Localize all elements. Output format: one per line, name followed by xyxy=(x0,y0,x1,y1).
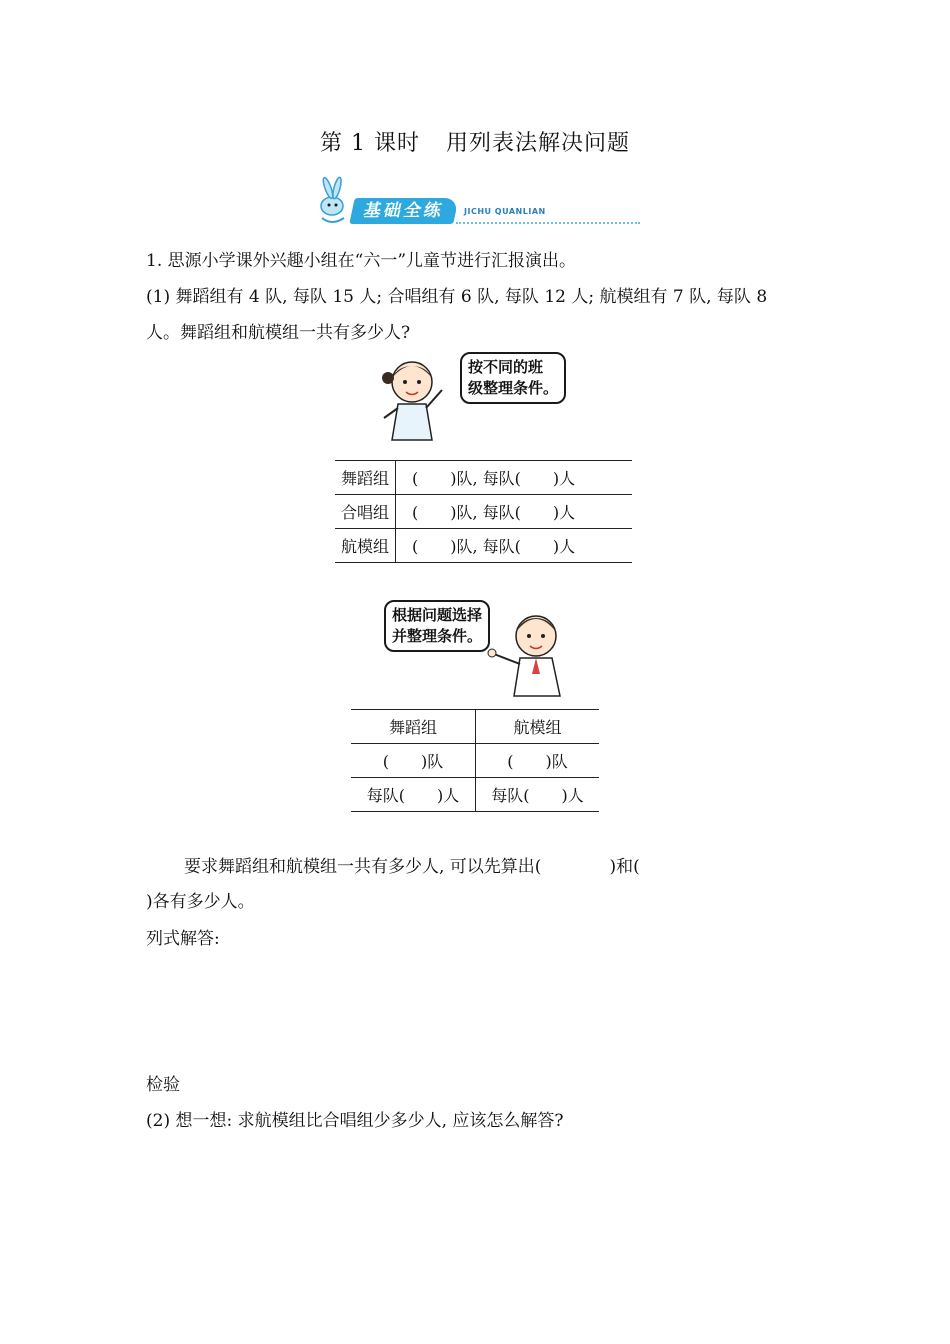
lesson-topic: 用列表法解决问题 xyxy=(445,131,630,156)
question-1-part1-line2: 人。舞蹈组和航模组一共有多少人? xyxy=(146,323,411,343)
boy-illustration xyxy=(484,606,572,698)
question-1-part2: (2) 想一想: 求航模组比合唱组少多少人, 应该怎么解答? xyxy=(146,1111,564,1131)
fill-in-sentence-line1: 要求舞蹈组和航模组一共有多少人, 可以先算出( )和( xyxy=(184,857,640,877)
section-banner xyxy=(308,176,640,228)
column-header: 航模组 xyxy=(476,710,600,744)
check-label: 检验 xyxy=(146,1075,180,1095)
table-header-row xyxy=(351,710,599,744)
table-cell: ( )队 xyxy=(476,744,600,778)
group-name-cell: 航模组 xyxy=(335,529,396,563)
banner-divider xyxy=(456,222,640,224)
rabbit-icon xyxy=(308,176,354,228)
page-title xyxy=(0,126,950,157)
table-cell: 每队( )人 xyxy=(351,778,476,812)
table-row xyxy=(335,529,632,563)
table-row xyxy=(335,461,632,495)
group-name-cell: 合唱组 xyxy=(335,495,396,529)
table-cell: ( )队 xyxy=(351,744,476,778)
girl-speech-bubble: 按不同的班 级整理条件。 xyxy=(460,352,566,404)
banner-subtitle: JICHU QUANLIAN xyxy=(464,207,546,216)
answer-label: 列式解答: xyxy=(146,929,220,949)
column-header: 舞蹈组 xyxy=(351,710,476,744)
group-value-cell: ( )队, 每队( )人 xyxy=(396,529,633,563)
lesson-number: 第 1 课时 xyxy=(320,131,420,156)
question-1-part1-line1: (1) 舞蹈组有 4 队, 每队 15 人; 合唱组有 6 队, 每队 12 人; 航模组有 7 队, 每队 8 xyxy=(146,287,768,307)
question-1-stem: 1. 思源小学课外兴趣小组在“六一”儿童节进行汇报演出。 xyxy=(146,251,577,271)
banner-label: 基础全练 xyxy=(349,198,459,224)
table-row xyxy=(351,778,599,812)
selected-condition-table xyxy=(351,709,599,812)
class-condition-table xyxy=(335,460,632,563)
girl-illustration xyxy=(376,352,450,442)
table-row xyxy=(335,495,632,529)
table-row xyxy=(351,744,599,778)
fill-in-sentence-line2: )各有多少人。 xyxy=(146,892,255,912)
table-cell: 每队( )人 xyxy=(476,778,600,812)
group-name-cell: 舞蹈组 xyxy=(335,461,396,495)
boy-speech-bubble: 根据问题选择 并整理条件。 xyxy=(384,600,490,652)
group-value-cell: ( )队, 每队( )人 xyxy=(396,495,633,529)
group-value-cell: ( )队, 每队( )人 xyxy=(396,461,633,495)
